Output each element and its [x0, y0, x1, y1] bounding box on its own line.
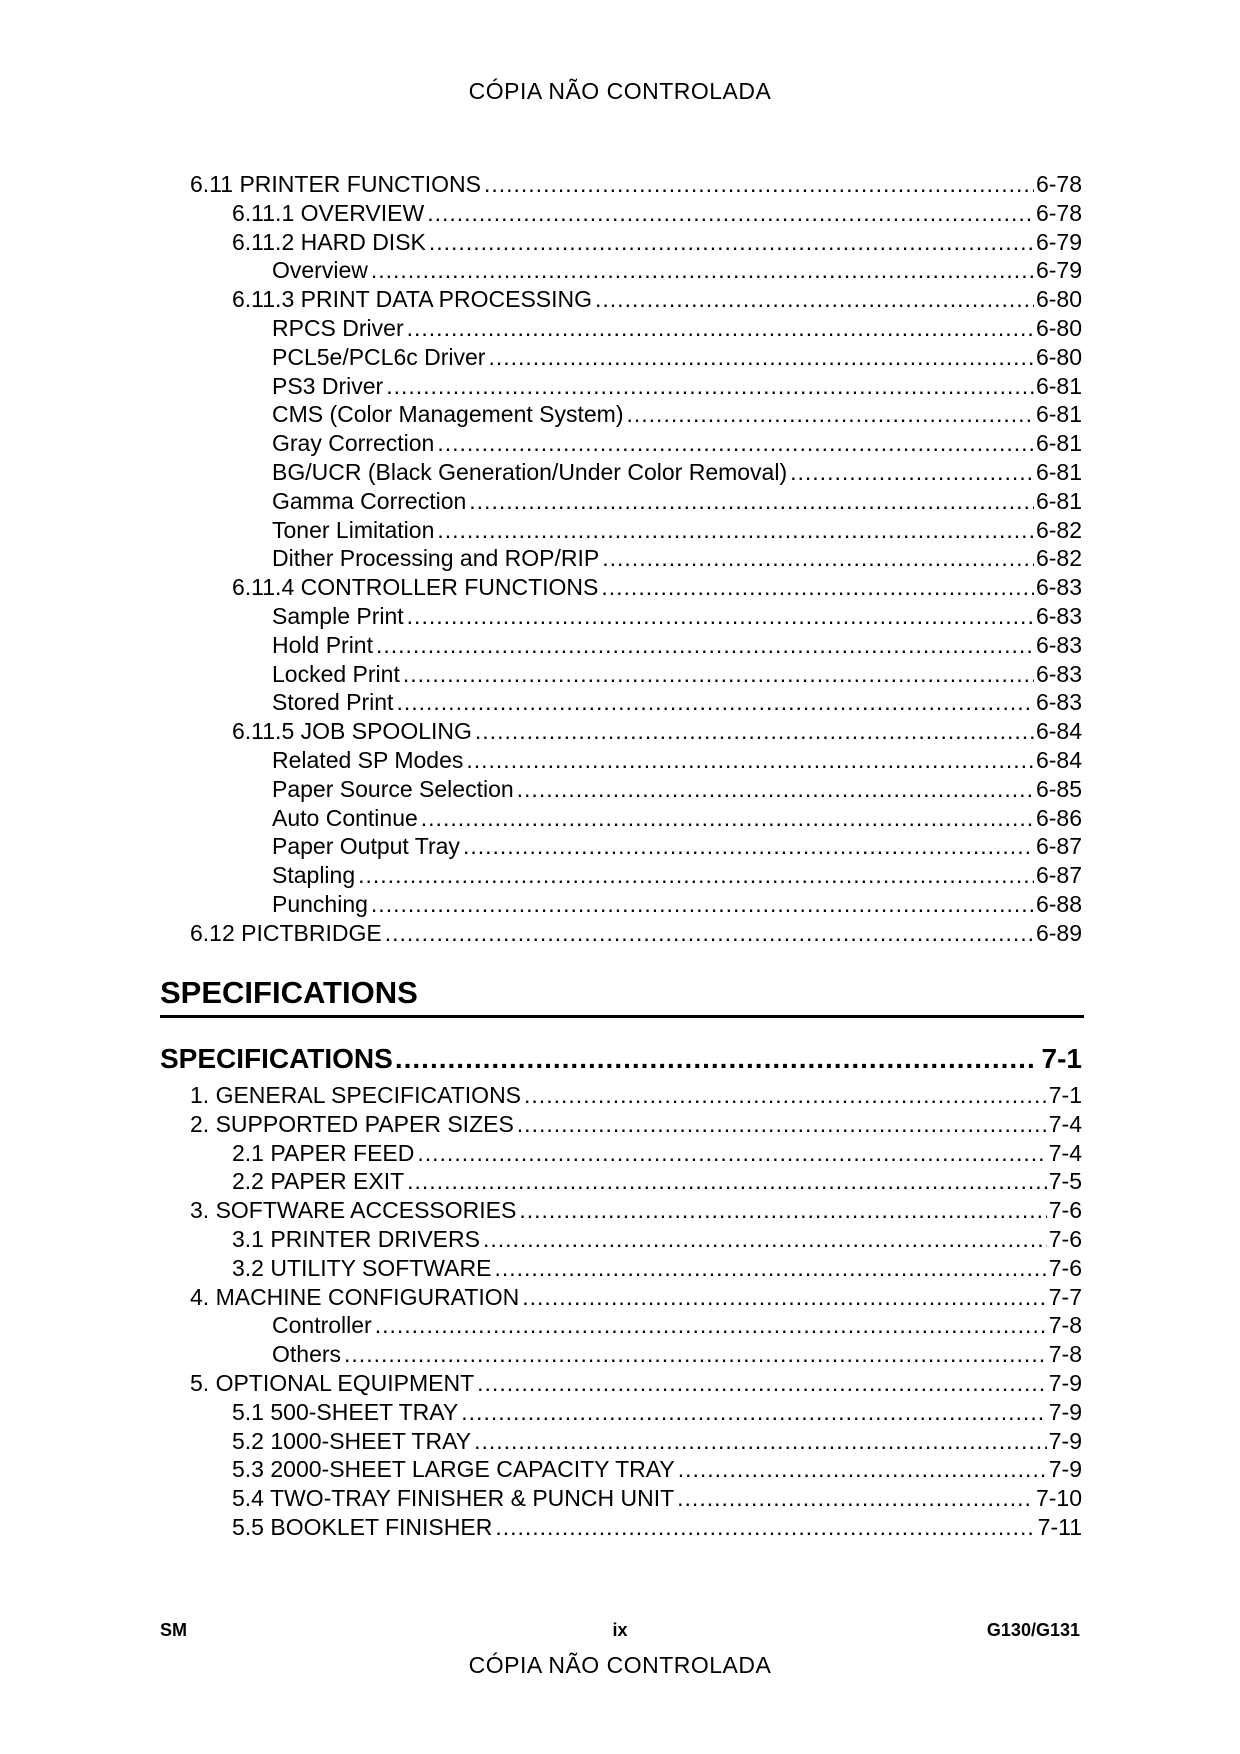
toc-entry-page: 6-78	[1035, 171, 1082, 197]
toc-entry-title: Controller	[272, 1312, 372, 1339]
toc-entry-page: 7-9	[1048, 1427, 1082, 1454]
toc-leader	[678, 1455, 1047, 1484]
toc-entry-title: Stored Print	[272, 689, 394, 716]
toc-leader	[421, 804, 1034, 833]
toc-entry-page: 6-89	[1035, 919, 1082, 946]
toc-leader	[495, 1513, 1035, 1542]
toc-entry-page: 6-81	[1035, 372, 1082, 399]
toc-leader	[461, 1398, 1046, 1427]
toc-entry-page: 6-83	[1035, 602, 1082, 629]
toc-entry[interactable]	[190, 1139, 1082, 1168]
section-heading: SPECIFICATIONS	[160, 975, 1084, 1018]
toc-entry-page: 7-8	[1048, 1341, 1082, 1368]
toc-entry-title: Gamma Correction	[272, 487, 467, 514]
toc-entry-title: Related SP Modes	[272, 746, 464, 773]
toc-leader	[519, 1196, 1046, 1225]
toc-entry-title: 2.2 PAPER EXIT	[232, 1168, 405, 1195]
toc-entry-title: Punching	[272, 890, 368, 917]
toc-entry-page: 6-88	[1035, 890, 1082, 917]
toc-entry-page: 7-5	[1048, 1168, 1082, 1195]
toc-entry-page: 6-83	[1035, 660, 1082, 687]
toc-entry[interactable]	[190, 602, 1082, 631]
toc-entry-title: RPCS Driver	[272, 314, 404, 341]
toc-leader	[488, 343, 1033, 372]
toc-entry[interactable]	[190, 458, 1082, 487]
toc-entry-title: 6.11.3 PRINT DATA PROCESSING	[232, 286, 593, 313]
toc-leader	[385, 919, 1034, 948]
toc-leader	[522, 1283, 1046, 1312]
toc-entry[interactable]	[190, 487, 1082, 516]
toc-entry-page: 6-81	[1035, 401, 1082, 428]
toc-entry[interactable]	[190, 1340, 1082, 1369]
toc-entry-title: 5.5 BOOKLET FINISHER	[232, 1513, 493, 1540]
toc-entry-page: 6-85	[1035, 775, 1082, 802]
toc-entry-title: Auto Continue	[272, 804, 418, 831]
toc-entry[interactable]	[190, 1110, 1082, 1139]
toc-leader	[517, 775, 1034, 804]
toc-leader	[602, 544, 1034, 573]
footer-page-number: ix	[612, 1620, 628, 1640]
toc-entry-title: CMS (Color Management System)	[272, 401, 624, 428]
toc-entry[interactable]	[190, 256, 1082, 285]
toc-entry-page: 6-87	[1035, 862, 1082, 889]
toc-leader	[403, 660, 1034, 689]
toc-entry-page: 6-82	[1035, 545, 1082, 572]
toc-entry[interactable]	[190, 890, 1082, 919]
toc-entry-title: Locked Print	[272, 660, 400, 687]
toc-leader	[386, 372, 1034, 401]
toc-entry-title: 5.3 2000-SHEET LARGE CAPACITY TRAY	[232, 1456, 675, 1483]
toc-leader	[463, 832, 1034, 861]
toc-entry[interactable]	[190, 372, 1082, 401]
toc-entry-title: Overview	[272, 257, 368, 284]
toc-leader	[484, 170, 1034, 199]
toc-entry[interactable]	[190, 832, 1082, 861]
toc-entry-page: 7-4	[1048, 1110, 1082, 1137]
toc-leader	[483, 1225, 1047, 1254]
toc-leader	[437, 516, 1034, 545]
toc-entry-title: Others	[272, 1341, 342, 1368]
toc-entry[interactable]	[190, 1398, 1082, 1427]
toc-entry[interactable]	[190, 1513, 1082, 1542]
toc-leader	[494, 1254, 1046, 1283]
toc-entry-page: 6-84	[1035, 718, 1082, 745]
toc-leader	[595, 285, 1034, 314]
toc-leader	[395, 1043, 1036, 1075]
toc-entry-page: 6-78	[1035, 199, 1082, 226]
toc-entry-page: 6-79	[1035, 257, 1082, 284]
toc-entry-page: 7-11	[1037, 1513, 1082, 1540]
toc-entry-title: 5.1 500-SHEET TRAY	[232, 1398, 459, 1425]
toc-leader	[524, 1081, 1047, 1110]
chapter-entry-specifications[interactable]	[160, 1043, 1082, 1075]
toc-leader	[407, 602, 1034, 631]
toc-entry-page: 7-6	[1048, 1254, 1082, 1281]
toc-entry[interactable]	[190, 804, 1082, 833]
toc-entry-page: 6-82	[1035, 516, 1082, 543]
toc-entry[interactable]	[190, 1427, 1082, 1456]
toc-entry-title: 6.11.5 JOB SPOOLING	[232, 718, 472, 745]
footer-model: G130/G131	[986, 1620, 1080, 1640]
toc-leader	[407, 1167, 1047, 1196]
toc-entry-page: 6-81	[1035, 430, 1082, 457]
chapter-title: SPECIFICATIONS	[160, 1043, 393, 1074]
toc-entry-title: Dither Processing and ROP/RIP	[272, 545, 600, 572]
toc-entry-page: 6-83	[1035, 689, 1082, 716]
toc-entry[interactable]	[190, 400, 1082, 429]
toc-entry-page: 6-80	[1035, 286, 1082, 313]
toc-entry[interactable]	[190, 775, 1082, 804]
toc-entry[interactable]	[190, 516, 1082, 545]
toc-entry-page: 7-6	[1048, 1197, 1082, 1224]
toc-leader	[376, 631, 1034, 660]
toc-entry[interactable]	[190, 1283, 1082, 1312]
toc-entry-page: 7-9	[1048, 1398, 1082, 1425]
toc-leader	[417, 1139, 1046, 1168]
toc-leader	[790, 458, 1034, 487]
toc-leader	[371, 256, 1034, 285]
chapter-page: 7-1	[1041, 1043, 1082, 1074]
toc-entry-page: 6-84	[1035, 746, 1082, 773]
toc-leader	[375, 1311, 1047, 1340]
toc-leader	[427, 199, 1034, 228]
toc-entry-page: 6-83	[1035, 574, 1082, 601]
toc-entry[interactable]	[190, 1369, 1082, 1398]
toc-leader	[469, 487, 1034, 516]
toc-leader	[466, 746, 1034, 775]
toc-entry[interactable]	[190, 1167, 1082, 1196]
toc-entry-page: 7-1	[1048, 1082, 1082, 1108]
toc-entry-title: BG/UCR (Black Generation/Under Color Removal)	[272, 458, 788, 485]
toc-entry-page: 6-81	[1035, 458, 1082, 485]
toc-leader	[475, 717, 1034, 746]
toc-entry-page: 6-87	[1035, 833, 1082, 860]
toc-entry[interactable]	[190, 573, 1082, 602]
toc-entry-title: Paper Output Tray	[272, 833, 460, 860]
toc-entry-title: 4. MACHINE CONFIGURATION	[190, 1283, 520, 1310]
toc-entry-page: 7-9	[1048, 1369, 1082, 1396]
footer-left: SM	[160, 1620, 187, 1640]
toc-entry-title: PCL5e/PCL6c Driver	[272, 343, 486, 370]
toc-specifications	[190, 1081, 1082, 1542]
toc-leader	[407, 314, 1034, 343]
toc-entry[interactable]	[190, 314, 1082, 343]
toc-entry-page: 7-6	[1048, 1225, 1082, 1252]
toc-leader	[517, 1110, 1047, 1139]
toc-entry[interactable]	[190, 861, 1082, 890]
toc-entry[interactable]	[190, 717, 1082, 746]
toc-entry-page: 6-83	[1035, 631, 1082, 658]
toc-entry-title: 6.11.2 HARD DISK	[232, 228, 426, 255]
toc-leader	[677, 1484, 1034, 1513]
toc-printer-functions	[190, 170, 1082, 948]
toc-entry-title: 2. SUPPORTED PAPER SIZES	[190, 1110, 514, 1137]
toc-entry-title: 5.4 TWO-TRAY FINISHER & PUNCH UNIT	[232, 1485, 675, 1512]
toc-entry-title: PS3 Driver	[272, 372, 384, 399]
toc-entry-title: Gray Correction	[272, 430, 435, 457]
toc-leader	[344, 1340, 1047, 1369]
toc-entry[interactable]	[190, 429, 1082, 458]
watermark-top: CÓPIA NÃO CONTROLADA	[468, 78, 772, 104]
toc-leader	[429, 228, 1034, 257]
toc-entry[interactable]	[190, 199, 1082, 228]
toc-entry[interactable]	[190, 660, 1082, 689]
toc-entry-page: 6-79	[1035, 228, 1082, 255]
toc-entry-page: 6-80	[1035, 314, 1082, 341]
toc-entry-page: 7-4	[1048, 1139, 1082, 1166]
toc-entry[interactable]	[190, 631, 1082, 660]
toc-entry[interactable]	[190, 228, 1082, 257]
toc-entry[interactable]	[190, 1484, 1082, 1513]
toc-entry-title: 3.2 UTILITY SOFTWARE	[232, 1254, 492, 1281]
toc-entry-title: 6.11.4 CONTROLLER FUNCTIONS	[232, 574, 599, 601]
toc-entry-page: 7-10	[1035, 1485, 1082, 1512]
toc-entry[interactable]	[190, 170, 1082, 199]
toc-entry[interactable]	[190, 544, 1082, 573]
toc-entry[interactable]	[190, 746, 1082, 775]
toc-leader	[474, 1427, 1047, 1456]
toc-entry[interactable]	[190, 1254, 1082, 1283]
toc-entry-page: 6-81	[1035, 487, 1082, 514]
toc-entry[interactable]	[190, 343, 1082, 372]
watermark-bottom: CÓPIA NÃO CONTROLADA	[468, 1652, 772, 1678]
toc-leader	[477, 1369, 1047, 1398]
toc-entry-page: 7-7	[1048, 1283, 1082, 1310]
toc-leader	[437, 429, 1034, 458]
toc-entry[interactable]	[190, 1455, 1082, 1484]
toc-entry-title: 3.1 PRINTER DRIVERS	[232, 1225, 480, 1252]
toc-leader	[627, 400, 1034, 429]
toc-entry-title: 6.12 PICTBRIDGE	[190, 919, 382, 946]
toc-entry-title: Sample Print	[272, 602, 404, 629]
toc-leader	[371, 890, 1034, 919]
toc-entry[interactable]	[190, 285, 1082, 314]
toc-entry-page: 6-80	[1035, 343, 1082, 370]
toc-entry[interactable]	[190, 1225, 1082, 1254]
toc-entry-page: 7-8	[1048, 1312, 1082, 1339]
toc-entry-title: 2.1 PAPER FEED	[232, 1139, 415, 1166]
toc-entry[interactable]	[190, 1311, 1082, 1340]
toc-leader	[396, 688, 1034, 717]
toc-entry-title: Hold Print	[272, 631, 373, 658]
toc-entry-title: 6.11.1 OVERVIEW	[232, 199, 425, 226]
toc-leader	[601, 573, 1034, 602]
toc-entry-title: Toner Limitation	[272, 516, 435, 543]
toc-entry-title: 5.2 1000-SHEET TRAY	[232, 1427, 472, 1454]
toc-entry-title: Stapling	[272, 862, 356, 889]
toc-entry-page: 6-86	[1035, 804, 1082, 831]
toc-leader	[358, 861, 1034, 890]
toc-entry-title: 5. OPTIONAL EQUIPMENT	[190, 1369, 475, 1396]
toc-entry-title: Paper Source Selection	[272, 775, 514, 802]
toc-entry-title: 3. SOFTWARE ACCESSORIES	[190, 1197, 517, 1224]
toc-entry-title: 6.11 PRINTER FUNCTIONS	[190, 171, 481, 197]
toc-entry-page: 7-9	[1048, 1456, 1082, 1483]
toc-entry[interactable]	[190, 1196, 1082, 1225]
toc-entry[interactable]	[190, 688, 1082, 717]
toc-entry[interactable]	[190, 919, 1082, 948]
toc-entry[interactable]	[190, 1081, 1082, 1110]
toc-entry-title: 1. GENERAL SPECIFICATIONS	[190, 1082, 522, 1108]
